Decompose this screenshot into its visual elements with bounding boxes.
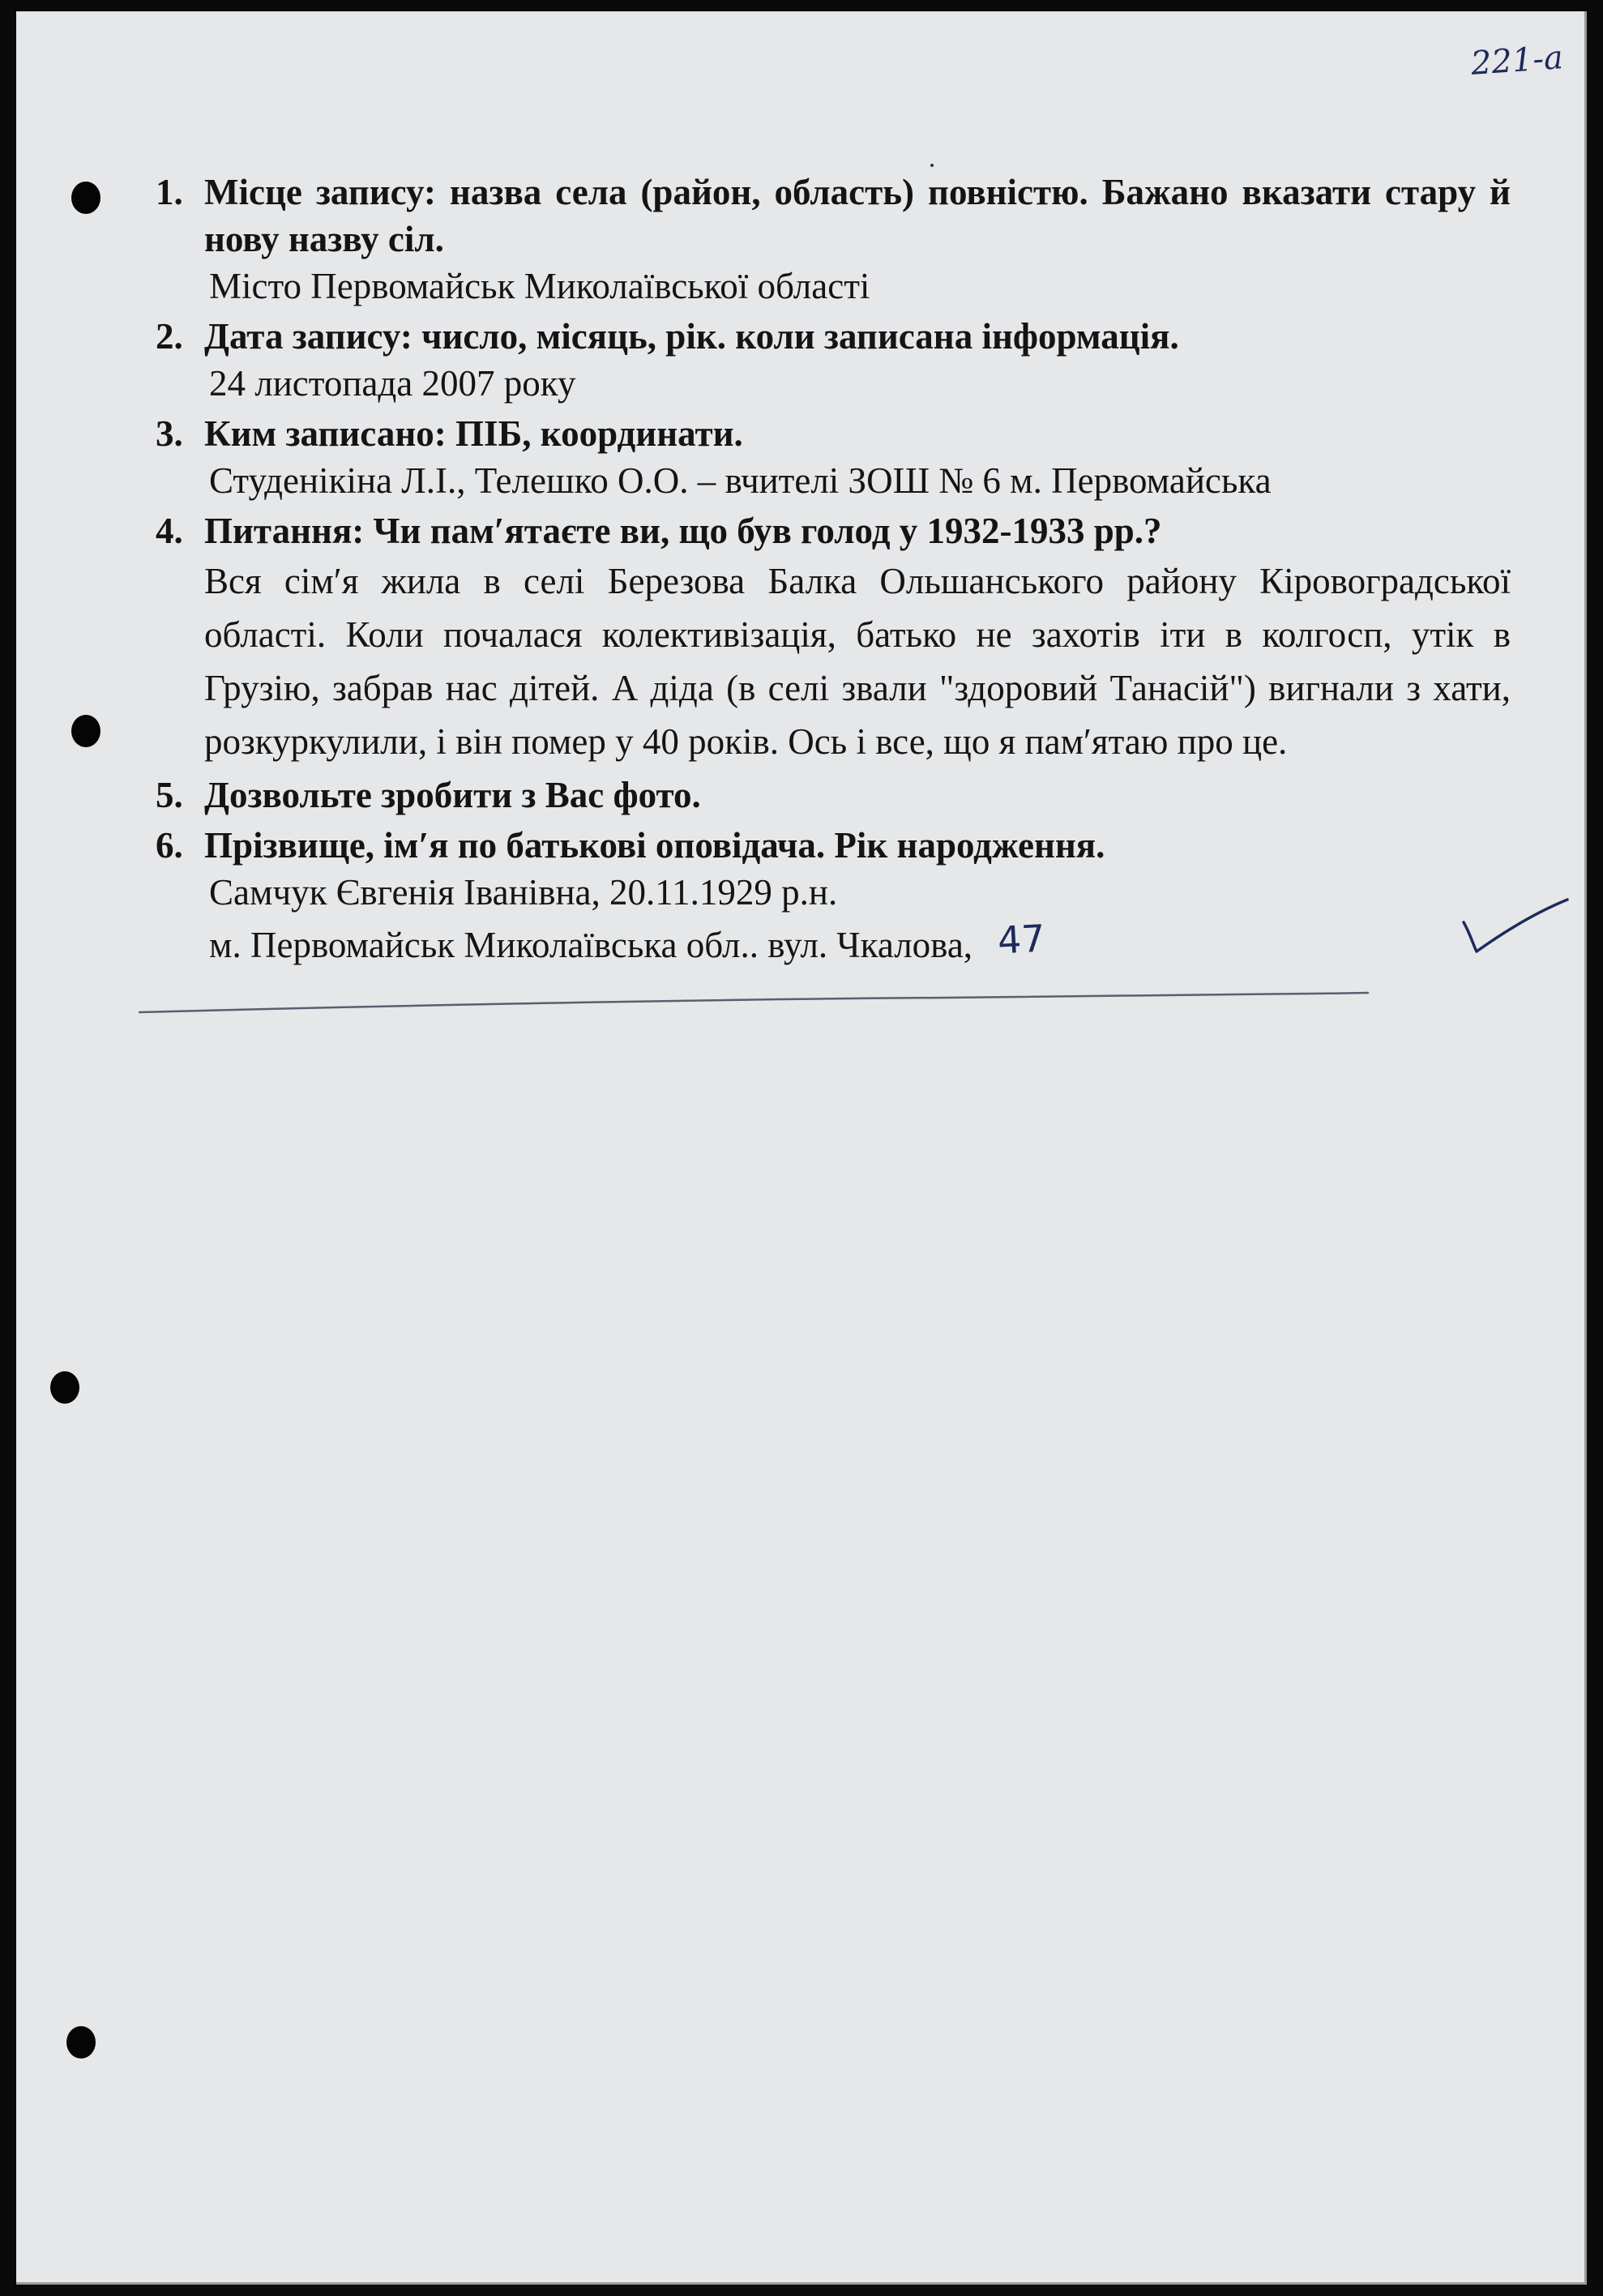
question-text: Дозвольте зробити з Вас фото. (204, 775, 701, 815)
answer-text: Місто Первомайськ Миколаївської області (209, 266, 870, 306)
answer-text: 24 листопада 2007 року (209, 363, 576, 404)
punch-hole (50, 1371, 79, 1404)
ink-dot (930, 164, 934, 167)
item-number: 2. (156, 316, 183, 357)
address-line: м. Первомайськ Миколаївська обл.. вул. Чкалова, (209, 925, 973, 965)
item-number: 6. (156, 825, 183, 866)
question-text: Місце запису: назва села (район, область) повністю. Бажано вказати стару й нову назву сіл. (204, 172, 1511, 259)
item-number: 1. (156, 172, 183, 212)
punch-hole (71, 182, 100, 214)
page-number: 221-а (1469, 39, 1565, 83)
question-text: Дата запису: число, місяць, рік. коли записана інформація. (204, 316, 1179, 357)
question-text: Ким записано: ПІБ, координати. (204, 413, 743, 454)
question-text: Прізвище, ім′я по батькові оповідача. Рік народження. (204, 825, 1105, 866)
question-item-1 (156, 169, 1511, 310)
handwritten-underline (138, 988, 1370, 1020)
item-number: 3. (156, 413, 183, 454)
questionnaire (156, 169, 1511, 972)
question-item-6 (156, 822, 1511, 968)
question-item-4 (156, 507, 1511, 768)
answer-text: Вся сім′я жила в селі Березова Балка Ольшанського району Кіровоградської області. Коли почалася колективізація, батько не захотів іти в колгосп, утік в Грузію, забрав нас дітей. А діда (в селі звали "здоровий Танасій") вигнали з хати, розкуркулили, і він помер у 40 років. Ось і все, що я пам′ятаю про це. (204, 561, 1511, 762)
check-mark-icon (1459, 895, 1572, 960)
punch-hole (71, 715, 100, 747)
item-number: 4. (156, 511, 183, 551)
handwritten-house-number: 47 (996, 916, 1047, 963)
question-text: Питання: Чи пам′ятаєте ви, що був голод у 1932-1933 рр.? (204, 511, 1162, 551)
item-number: 5. (156, 775, 183, 815)
document-page (16, 11, 1587, 2285)
question-item-5 (156, 772, 1511, 819)
question-item-2 (156, 313, 1511, 407)
answer-text: Студенікіна Л.І., Телешко О.О. – вчителі ЗОШ № 6 м. Первомайська (209, 460, 1272, 501)
answer-text: Самчук Євгенія Іванівна, 20.11.1929 р.н. (209, 872, 838, 913)
punch-hole (66, 2026, 96, 2059)
question-item-3 (156, 410, 1511, 504)
address-text (204, 916, 1511, 968)
